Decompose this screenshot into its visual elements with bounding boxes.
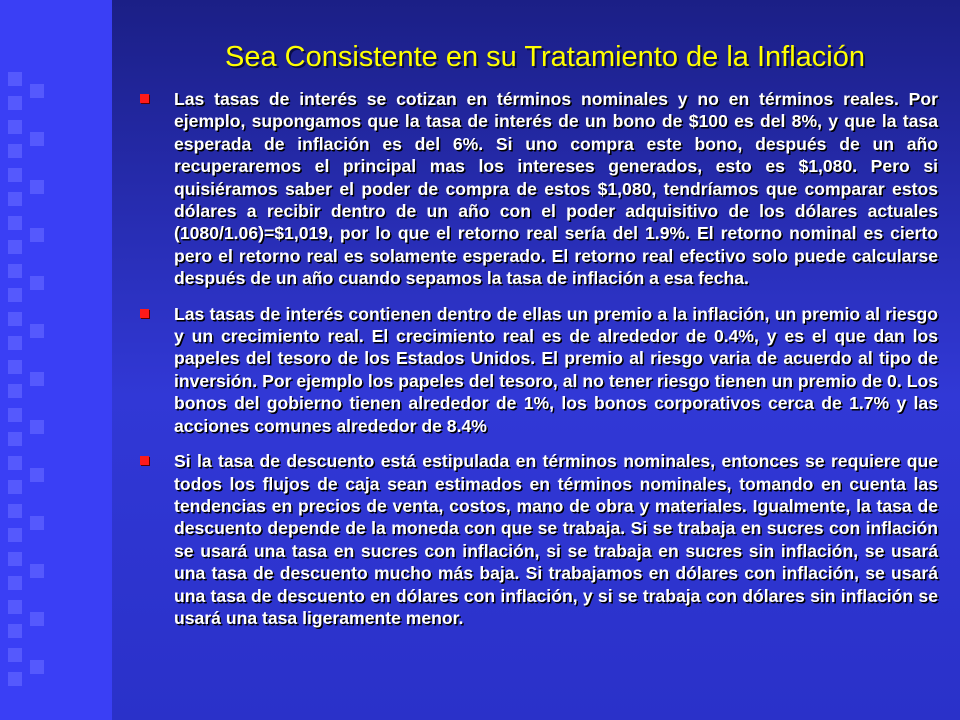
- square-bullet-icon: [140, 309, 149, 318]
- bullet-item: [140, 303, 938, 437]
- bullet-text: Las tasas de interés se cotizan en términos nominales y no en términos reales. Por ejemplo, supongamos que la tasa de interés de un bono de $100 es del 8%, y que la tasa esperada de inflación es del 6%. Si uno compra este bono, después de un año recuperaremos el principal mas los intereses generados, esto es $1,080. Pero si quisiéramos saber el poder de compra de estos $1,080, tendríamos que comparar estos dólares a recibir dentro de un año con el poder adquisitivo de los dólares actuales (1080/1.06)=$1,019, por lo que el retorno real sería del 1.9%. El retorno nominal es cierto pero el retorno real es solamente esperado. El retorno real efectivo solo puede calcularse después de un año cuando sepamos la tasa de inflación a esa fecha.: [174, 89, 938, 289]
- slide-title: Sea Consistente en su Tratamiento de la Inflación: [225, 41, 865, 73]
- slide-body: [140, 88, 938, 642]
- decorative-square-column: [0, 60, 50, 720]
- square-bullet-icon: [140, 94, 149, 103]
- bullet-text: Si la tasa de descuento está estipulada en términos nominales, entonces se requiere que todos los flujos de caja sean estimados en términos nominales, tomando en cuenta las tendencias en precios de venta, costos, mano de obra y materiales. Igualmente, la tasa de descuento depende de la moneda con que se trabaja. Si se trabaja en sucres con inflación se usará una tasa en sucres con inflación, si se trabaja en sucres sin inflación, se usará una tasa de descuento mucho más baja. Si trabajamos en dólares con inflación, se usará una tasa de descuento en dólares con inflación, y si se trabaja con dólares sin inflación se usará una tasa ligeramente menor.: [174, 451, 938, 628]
- bullet-text: Las tasas de interés contienen dentro de ellas un premio a la inflación, un premio al riesgo y un crecimiento real. El crecimiento real es de alrededor de 0.4%, y es el que dan los papeles del tesoro de los Estados Unidos. El premio al riesgo varia de acuerdo al tipo de inversión. Por ejemplo los papeles del tesoro, al no tener riesgo tienen un premio de 0. Los bonos del gobierno tienen alrededor de 1%, los bonos corporativos cerca de 1.7% y las acciones comunes alrededor de 8.4%: [174, 303, 938, 436]
- square-bullet-icon: [140, 456, 149, 465]
- bullet-item: [140, 450, 938, 629]
- bullet-item: [140, 88, 938, 290]
